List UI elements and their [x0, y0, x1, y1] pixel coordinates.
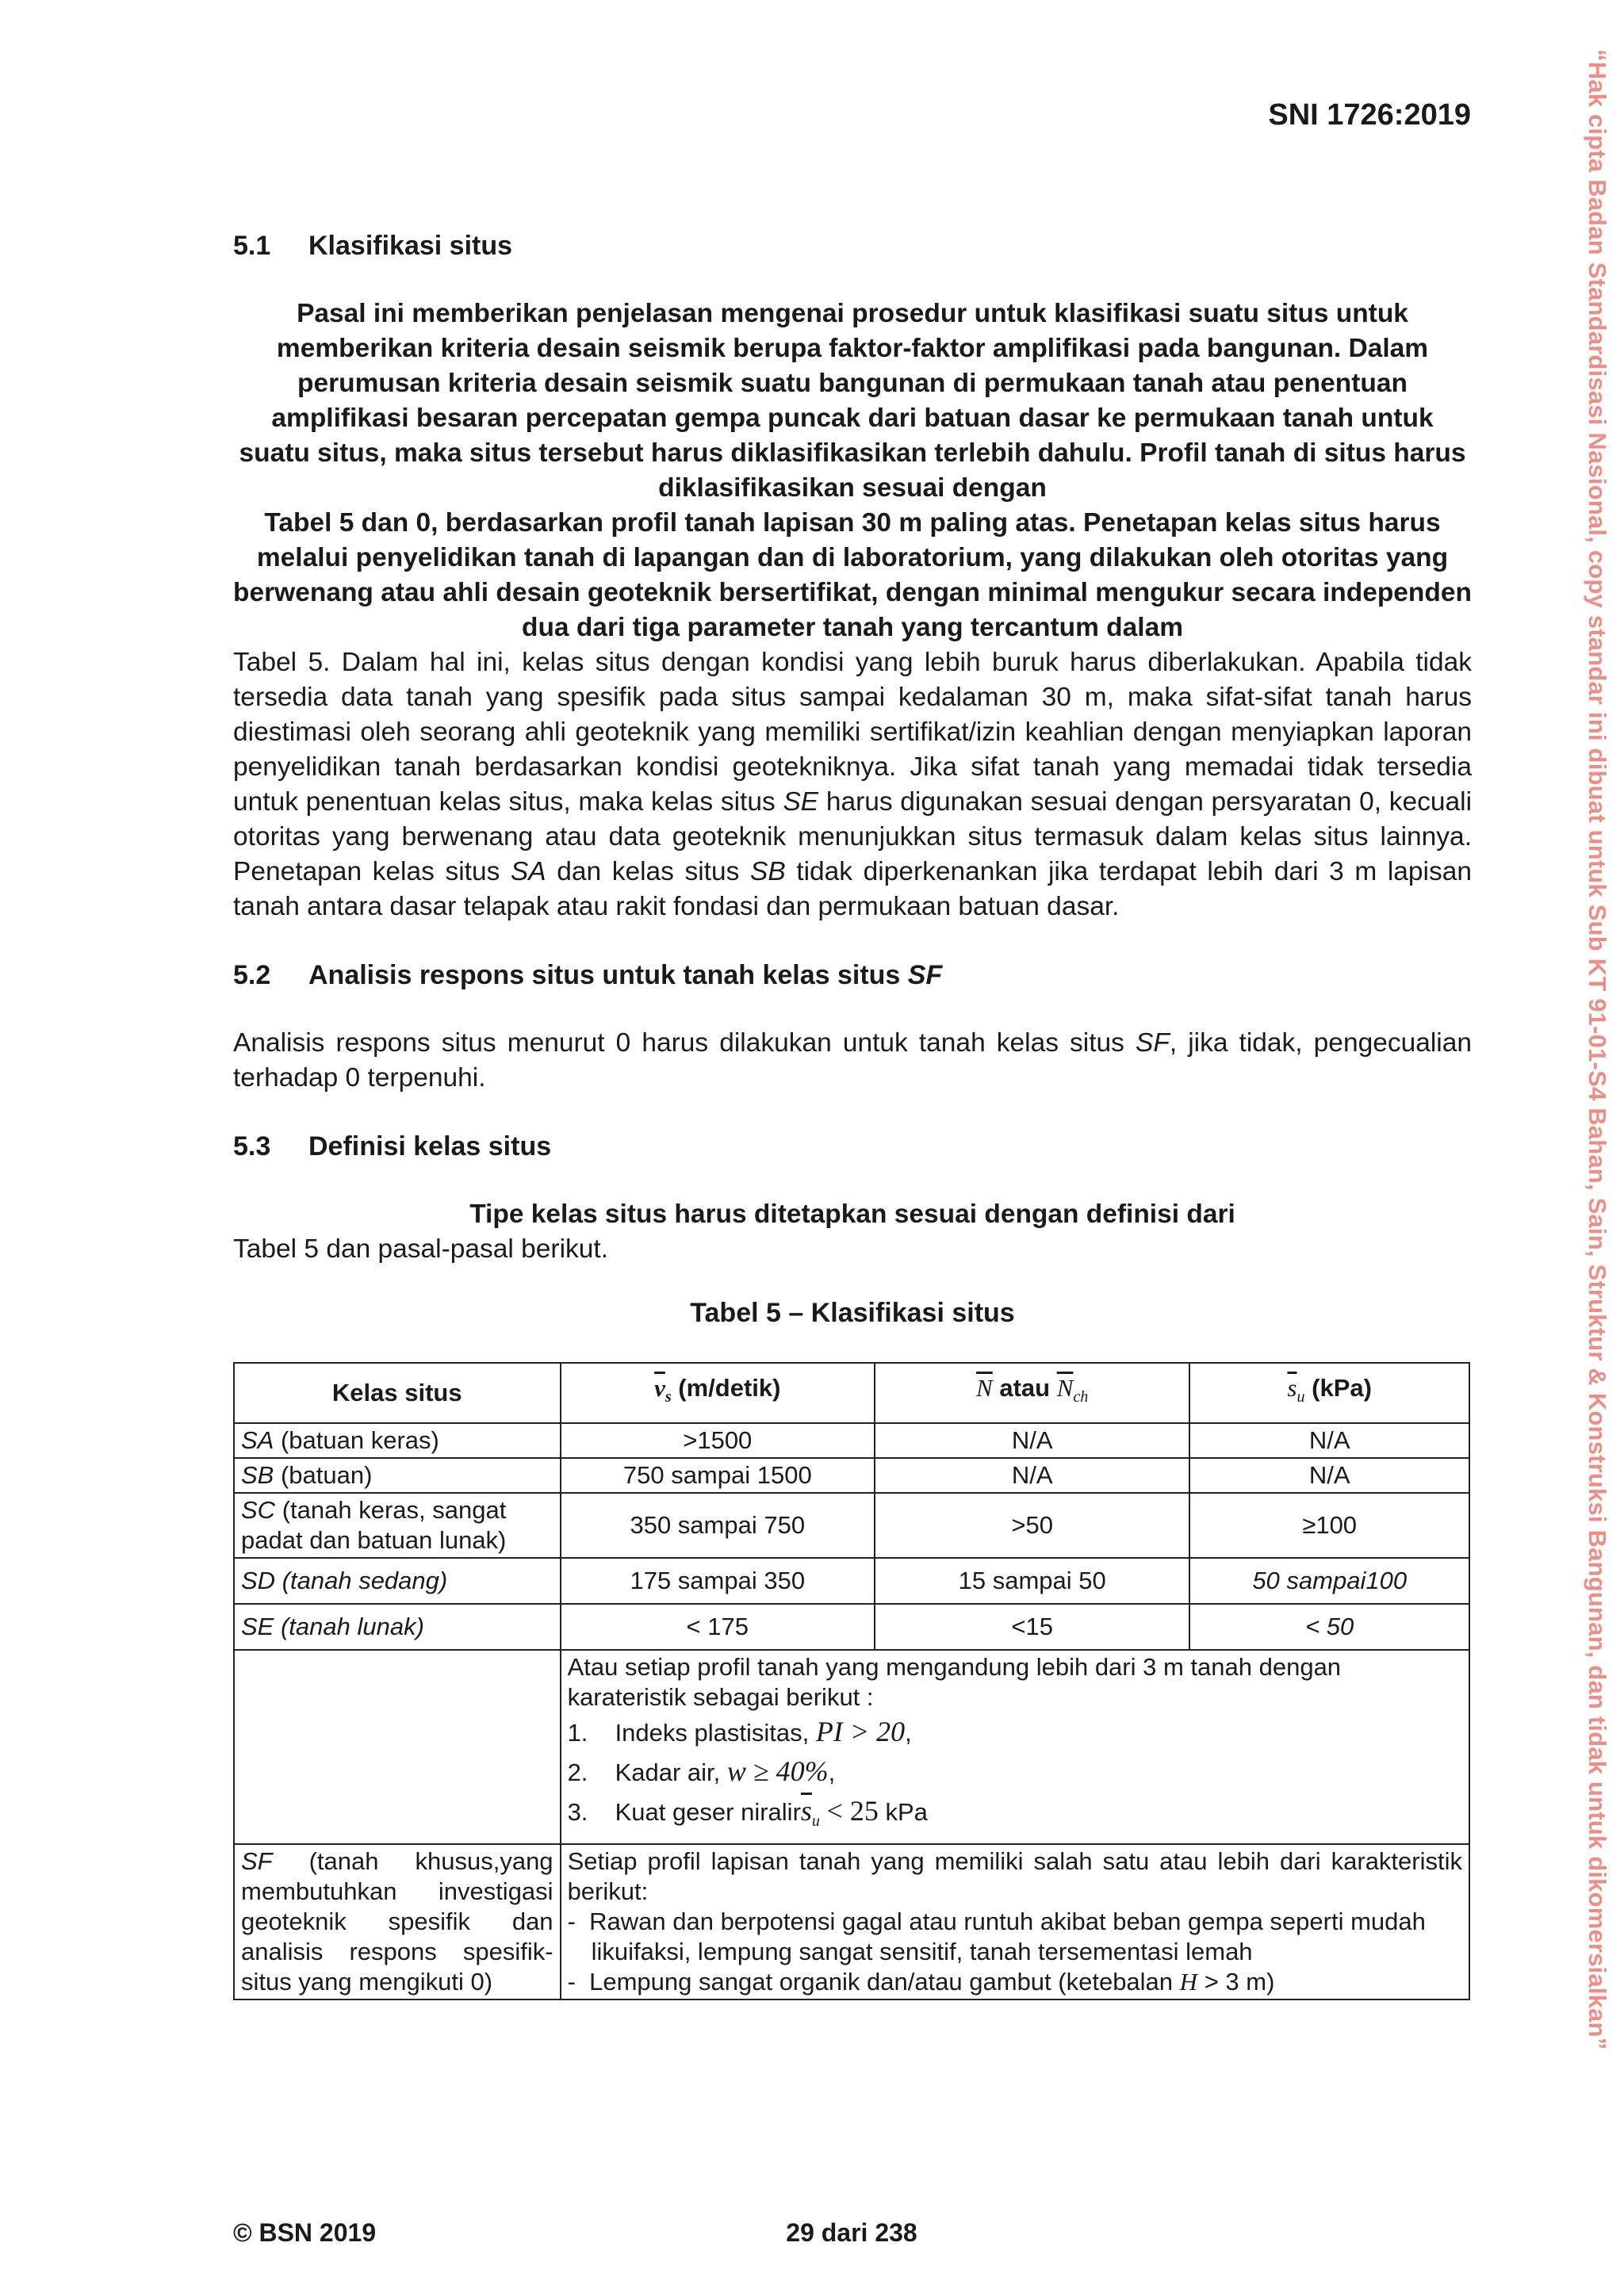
cell-n: 15 sampai 50 [875, 1558, 1189, 1604]
paragraph-site-response [233, 1026, 1472, 1096]
bold-paragraph-2: Tabel 5 dan 0, berdasarkan profil tanah lapisan 30 m paling atas. Penetapan kelas situs harus melalui penyelidikan tanah di lapangan dan di laboratorium, yang dilakukan oleh otoritas yang berwenang atau ahli desain geoteknik bersertifikat, dengan minimal mengukur secara independen dua dari tiga parameter tanah yang tercantum dalam [233, 508, 1472, 642]
site-class-code: SF [907, 960, 943, 990]
gte-symbol: ≥ [1302, 1511, 1316, 1539]
site-class-code: SC [241, 1496, 276, 1524]
site-class-desc: (batuan) [280, 1461, 373, 1489]
item-number: 1. [567, 1719, 588, 1747]
site-class-desc: (tanah khusus,yang membutuhkan investigasi geoteknik spesifik dan analisis respons spesifik-situs yang mengikuti 0) [241, 1847, 553, 1996]
table-row [234, 1604, 1469, 1650]
table-row [234, 1493, 1469, 1558]
section-title: Klasifikasi situs [308, 231, 513, 261]
item-formula: w ≥ 40% [726, 1755, 829, 1787]
site-class-code: SB [241, 1461, 274, 1489]
item-suffix: kPa [885, 1798, 928, 1826]
symbol-subscript: s [665, 1388, 672, 1406]
cell-su [1189, 1604, 1469, 1650]
bullet-text: Rawan dan berpotensi gagal atau runtuh akibat beban gempa seperti mudah likuifaksi, lempung sangat sensitif, tanah tersementasi lemah [589, 1908, 1426, 1966]
section-number: 5.3 [233, 1131, 271, 1161]
section-5-3-heading [233, 1129, 1472, 1164]
cell-site-class [234, 1604, 561, 1650]
criteria-bullet [568, 1967, 1462, 1997]
section-5-2-heading [233, 958, 1472, 993]
cell-vs: < 175 [561, 1604, 875, 1650]
footer-page-number: 29 dari 238 [786, 2218, 917, 2247]
section-title [308, 958, 942, 993]
criteria-intro: Atau setiap profil tanah yang mengandung lebih dari 3 m tanah dengan karateristik sebagai berikut : [567, 1653, 1342, 1711]
cell-n: N/A [875, 1458, 1189, 1493]
copyright-watermark: “Hak cipta Badan Standardisasi Nasional, copy standar ini dibuat untuk Sub KT 91-01-S4 Bahan, Sain, Struktur & Konstruksi Bangunan, dan tidak untuk dikomersialkan” [1584, 49, 1611, 2050]
cell-su: N/A [1189, 1458, 1469, 1493]
symbol-vs: $\overline{v}$ [654, 1374, 665, 1402]
cell-site-class [234, 1844, 561, 1999]
cell-site-class [234, 1493, 561, 1558]
site-class-label: SD (tanah sedang) [241, 1567, 448, 1594]
cell-n: >50 [875, 1493, 1189, 1558]
item-formula-subscript: u [811, 1812, 820, 1831]
item-formula: PI > 20 [815, 1716, 906, 1747]
document-code: SNI 1726:2019 [1268, 98, 1471, 132]
dash-marker: - [567, 1968, 576, 1996]
table-row [234, 1558, 1469, 1604]
site-class-label: SE (tanah lunak) [241, 1613, 424, 1640]
cell-site-class [234, 1458, 561, 1493]
criteria-item [568, 1712, 1462, 1752]
header-text: atau [999, 1374, 1051, 1402]
item-text: Indeks plastisitas, [615, 1719, 810, 1747]
cell-n: N/A [875, 1423, 1189, 1458]
item-number: 2. [567, 1758, 588, 1786]
cell-se-criteria [561, 1650, 1469, 1844]
symbol-subscript: ch [1073, 1388, 1089, 1406]
cell-n: <15 [875, 1604, 1189, 1650]
value-text: < 50 [1305, 1613, 1354, 1640]
section-title: Definisi kelas situs [308, 1131, 552, 1161]
criteria-item [568, 1792, 1462, 1840]
text-segment: , jika tidak, pengecualian terhadap 0 terpenuhi. [233, 1028, 1472, 1093]
cell-vs: 750 sampai 1500 [561, 1458, 875, 1493]
cell-empty [234, 1650, 561, 1844]
cell-su [1189, 1493, 1469, 1558]
site-class-code: SF [241, 1847, 273, 1876]
cell-su: N/A [1189, 1423, 1469, 1458]
text-segment: tidak diperkenankan jika terdapat lebih dari 3 m lapisan tanah antara dasar telapak atau rakit fondasi dan permukaan batuan dasar. [233, 857, 1473, 921]
main-content [233, 228, 1472, 2000]
cell-site-class [234, 1558, 561, 1604]
cell-vs: 350 sampai 750 [561, 1493, 875, 1558]
header-shear-strength [1189, 1363, 1469, 1423]
title-text: Analisis respons situs untuk tanah kelas situs [308, 960, 901, 990]
symbol-su: $\overline{s}$ [1287, 1374, 1297, 1402]
site-class-code: SE [783, 787, 819, 817]
text-segment: Tabel 5. Dalam hal ini, kelas situs dengan kondisi yang lebih buruk harus diberlakukan. Apabila tidak tersedia data tanah yang spesifik pada situs sampai kedalaman 30 m, maka sifat-sifat tanah harus diestimasi oleh seorang ahli geoteknik yang memiliki sertifikat/izin keahlian dengan menyiapkan laporan penyelidikan tanah berdasarkan kondisi geotekniknya. Jika sifat tanah yang memadai tidak tersedia untuk penentuan kelas situs, maka kelas situs [233, 648, 1472, 817]
unit-label: (m/detik) [678, 1374, 781, 1402]
table-title: Tabel 5 – Klasifikasi situs [690, 1298, 1015, 1328]
cell-site-class [234, 1423, 561, 1458]
cell-sf-criteria [561, 1844, 1469, 1999]
value-text: 100 [1316, 1511, 1358, 1539]
site-class-code: SA [241, 1426, 274, 1454]
item-formula-symbol: $\overline{s}$ [800, 1795, 812, 1827]
header-site-class: Kelas situs [234, 1363, 561, 1423]
value-text: 50 sampai100 [1252, 1567, 1408, 1594]
site-classification-table [233, 1362, 1470, 2000]
criteria-intro: Setiap profil lapisan tanah yang memiliki salah satu atau lebih dari karakteristik berikut: [567, 1847, 1462, 1906]
header-penetration-resistance [875, 1363, 1189, 1423]
symbol-nch: $\overline{N}$ [1056, 1374, 1074, 1402]
item-suffix: , [828, 1758, 836, 1786]
site-class-code: SF [1136, 1028, 1170, 1058]
header-shear-wave-velocity [561, 1363, 875, 1423]
bullet-text-end: > 3 m) [1204, 1968, 1275, 1996]
table-row-sf [234, 1844, 1469, 1999]
text-segment: dan kelas situs [557, 857, 740, 886]
item-text: Kuat geser niralir [615, 1798, 801, 1826]
footer-copyright: © BSN 2019 [233, 2218, 377, 2247]
section-5-1-heading [233, 228, 1472, 263]
site-class-desc: (tanah keras, sangat padat dan batuan lunak) [241, 1496, 507, 1554]
item-text: Kadar air, [615, 1758, 721, 1786]
criteria-item [568, 1752, 1462, 1792]
cell-vs: >1500 [561, 1423, 875, 1458]
site-class-desc: (batuan keras) [280, 1426, 439, 1454]
cell-su [1189, 1558, 1469, 1604]
text-segment: harus digunakan sesuai dengan persyaratan 0, kecuali otoritas yang berwenang atau data geoteknik menunjukkan situs termasuk dalam kelas situs lainnya. Penetapan kelas situs [233, 787, 1473, 886]
table-row-se-extra [234, 1650, 1469, 1844]
bullet-text: Lempung sangat organik dan/atau gambut (ketebalan [589, 1968, 1174, 1996]
cell-vs: 175 sampai 350 [561, 1558, 875, 1604]
table-header-row [234, 1363, 1469, 1423]
section-number: 5.1 [233, 231, 271, 261]
symbol-n: $\overline{N}$ [976, 1374, 993, 1402]
symbol-subscript: u [1297, 1388, 1305, 1406]
criteria-bullet [568, 1907, 1462, 1967]
dash-marker: - [567, 1908, 576, 1936]
unit-label: (kPa) [1312, 1374, 1372, 1402]
site-class-code: SB [749, 857, 786, 886]
paragraph-classification [233, 645, 1472, 924]
table-row [234, 1458, 1469, 1493]
text-line: Tabel 5 dan pasal-pasal berikut. [233, 1234, 609, 1264]
item-formula: < 25 [826, 1795, 879, 1827]
item-suffix: , [905, 1719, 912, 1747]
section-number: 5.2 [233, 960, 271, 990]
site-class-code: SA [510, 857, 546, 886]
bold-paragraph-1: Pasal ini memberikan penjelasan mengenai prosedur untuk klasifikasi suatu situs untuk memberikan kriteria desain seismik berupa faktor-faktor amplifikasi pada bangunan. Dalam perumusan kriteria desain seismik suatu bangunan di permukaan tanah atau penentuan amplifikasi besaran percepatan gempa puncak dari batuan dasar ke permukaan tanah untuk suatu situs, maka situs tersebut harus diklasifikasikan terlebih dahulu. Profil tanah di situs harus diklasifikasikan sesuai dengan [239, 299, 1466, 503]
symbol-h: H [1179, 1968, 1198, 1996]
table-row [234, 1423, 1469, 1458]
text-segment: Analisis respons situs menurut 0 harus dilakukan untuk tanah kelas situs [233, 1028, 1124, 1058]
item-number: 3. [567, 1798, 588, 1826]
bold-line: Tipe kelas situs harus ditetapkan sesuai dengan definisi dari [469, 1200, 1235, 1229]
